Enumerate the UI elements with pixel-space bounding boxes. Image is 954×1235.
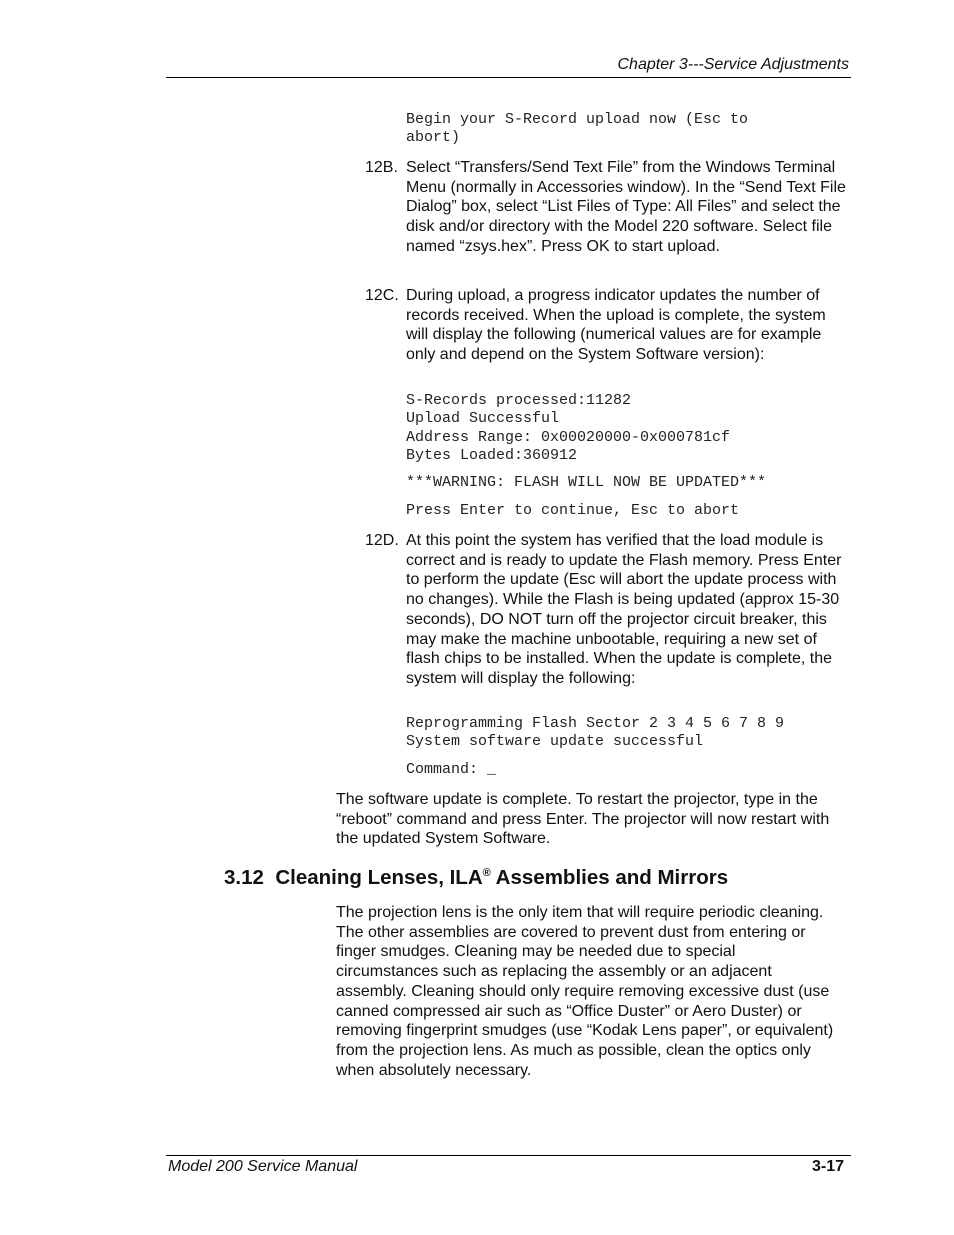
continue-prompt-output: Press Enter to continue, Esc to abort [406, 502, 740, 519]
section-number: 3.12 [224, 866, 264, 889]
section-heading [224, 866, 728, 890]
cleaning-paragraph: The projection lens is the only item that will require periodic cleaning. The other assemblies are covered to prevent dust from entering or finger smudges. Cleaning may be needed due to special circumstances such as replacing the assembly or an adjacent assembly. Cleaning should only require removing excessive dust (use canned compressed air such as “Office Duster” or Aero Duster) or removing fingerprint smudges (use “Kodak Lens paper”, or equivalent) from the projection lens. As much as possible, clean the optics only when absolutely necessary. [336, 904, 834, 1079]
update-complete-paragraph: The software update is complete. To restart the projector, type in the “reboot” command and press Enter. The projector will now restart with the updated System Software. [336, 791, 830, 848]
upload-results-output: S-Records processed:11282 Upload Successful Address Range: 0x00020000-0x000781cf Bytes Loaded:360912 [406, 392, 731, 464]
flash-warning-output: ***WARNING: FLASH WILL NOW BE UPDATED*** [406, 474, 767, 491]
reprogram-output: Reprogramming Flash Sector 2 3 4 5 6 7 8 9 System software update successful [406, 715, 785, 751]
page-number: 3-17 [811, 1158, 844, 1175]
step-text: At this point the system has verified that the load module is correct and is ready to update the Flash memory. Press Enter to perform the update (Esc will abort the update process with no changes). While the Flash is being updated (approx 15-30 seconds), DO NOT turn off the projector circuit breaker, this may make the machine unbootable, requiring a new set of flash chips to be installed. When the update is complete, the system will display the following: [406, 532, 842, 687]
header-rule [166, 77, 851, 78]
step-number: 12B. [365, 159, 398, 176]
running-header: Chapter 3---Service Adjustments [617, 56, 849, 73]
footer-rule [166, 1155, 851, 1156]
section-title-part1: Cleaning Lenses, ILA [275, 866, 483, 889]
step-number: 12C. [365, 287, 399, 304]
step-12d [365, 531, 851, 689]
upload-prompt-output: Begin your S-Record upload now (Esc to abort) [406, 111, 749, 147]
footer-title: Model 200 Service Manual [168, 1158, 358, 1175]
command-prompt-output: Command: _ [406, 761, 497, 778]
step-12c [365, 286, 851, 365]
step-text: During upload, a progress indicator updates the number of records received. When the upload is complete, the system will display the following (numerical values are for example only and depend on the System Software version): [406, 287, 826, 364]
registered-mark: ® [482, 867, 491, 879]
step-12b [365, 158, 851, 257]
step-number: 12D. [365, 532, 399, 549]
step-text: Select “Transfers/Send Text File” from the Windows Terminal Menu (normally in Accessories window). In the “Send Text File Dialog” box, select “List Files of Type: All Files” and select the disk and/or directory with the Model 220 software. Select file named “zsys.hex”. Press OK to start upload. [406, 159, 846, 255]
section-title-part2: Assemblies and Mirrors [490, 866, 729, 889]
